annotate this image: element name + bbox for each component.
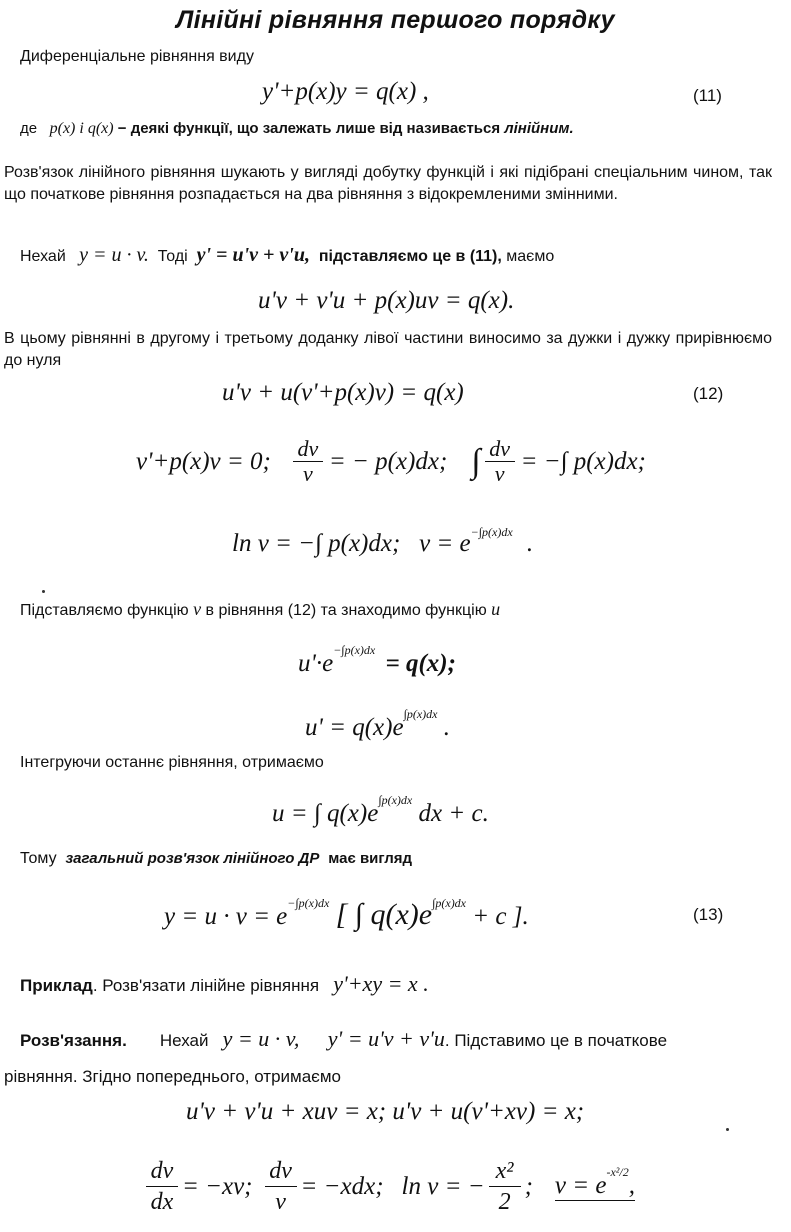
equation-u [272, 792, 489, 828]
u1-part-a: u'·e [298, 650, 334, 677]
equation-13 [164, 895, 529, 932]
ex2-part-f: , [628, 1172, 635, 1199]
fraction-x2-2 [489, 1156, 521, 1217]
u3-exponent: ∫p(x)dx [378, 792, 413, 807]
let-subst: підставляємо це в (11), [318, 248, 502, 265]
fraction-denominator: v [265, 1186, 297, 1217]
ex2-part-c: ln v = − [401, 1172, 485, 1200]
subst-text: Підставляємо функцію [20, 602, 189, 619]
equation-number-11: (11) [693, 86, 722, 105]
page-title: Лінійні рівняння першого порядку [176, 6, 615, 34]
where-term: лінійним. [504, 120, 574, 137]
let-todi: Тоді [157, 248, 188, 265]
fraction-numerator: dv [269, 1158, 292, 1184]
let-formula-1: y = u · v. [79, 244, 149, 266]
let-nehay: Нехай [20, 248, 66, 265]
general-tail: має вигляд [328, 850, 413, 867]
eq13-part-a: y = u · v = e [164, 903, 288, 930]
solution-formula-2: y' = u'v + v'u [327, 1026, 445, 1051]
equation-number-13: (13) [693, 905, 724, 924]
equation-separation [136, 437, 646, 486]
sep-part-a: v'+p(x)v = 0; [136, 447, 271, 475]
fraction-denominator: v [293, 461, 323, 486]
eq13-exponent-2: ∫p(x)dx [432, 895, 467, 910]
sep-part-c: = −∫ p(x)dx; [520, 447, 646, 475]
solution-line [20, 1028, 667, 1052]
fraction-denominator: 2 [489, 1186, 521, 1217]
ex2-exponent: -x²/2 [606, 1164, 629, 1179]
general-term: загальний розв'язок лінійного ДР [65, 850, 320, 867]
integral-sign: ∫ [471, 442, 481, 480]
fraction-dv-v-2 [485, 437, 515, 486]
print-speck [42, 590, 45, 593]
solution-tail: . Підставимо це в початкове [444, 1031, 668, 1050]
ln-part-b: v = e [419, 530, 471, 557]
equation-example-1: u'v + v'u + xuv = x; u'v + u(v'+xv) = x; [186, 1098, 585, 1125]
subst-mid: в рівняння (12) та знаходимо функцію [205, 602, 487, 619]
ex2-underlined [554, 1164, 635, 1201]
paragraph-integrating: Інтегруючи останнє рівняння, отримаємо [20, 754, 324, 771]
equation-12: u'v + u(v'+p(x)v) = q(x) [222, 379, 464, 406]
u3-part-b: dx + c. [418, 800, 489, 827]
example-text: . Розв'язати лінійне рівняння [92, 976, 320, 995]
ln-exponent: −∫p(x)dx [470, 524, 513, 539]
paragraph-general [20, 848, 412, 870]
where-prefix: де [20, 120, 38, 137]
ex2-part-b: = −xdx; [300, 1172, 384, 1200]
fraction-numerator: dv [489, 436, 510, 461]
fraction-dv-v-1 [293, 437, 323, 486]
example-label: Приклад [20, 976, 93, 995]
solution-label: Розв'язання. [20, 1031, 127, 1050]
equation-substituted: u'v + v'u + p(x)uv = q(x). [258, 287, 515, 314]
equation-u-prime-1 [298, 642, 456, 678]
paragraph-solution: Розв'язок лінійного рівняння шукають у вигляді добутку функцій і які підібрані спеціальним чином, так що початкове рівняння розпадається на два рівняння з відокремленими змінними. [4, 164, 772, 203]
paragraph-substitute-v [20, 598, 500, 622]
sep-part-b: = − p(x)dx; [328, 447, 448, 475]
fraction-denominator: v [485, 461, 515, 486]
ln-part-a: ln v = −∫ p(x)dx; [232, 530, 401, 557]
solution-formula-1: y = u · v, [222, 1026, 300, 1051]
equation-number-12: (12) [693, 384, 724, 403]
u1-part-b: = q(x); [385, 650, 456, 677]
u2-exponent: ∫p(x)dx [403, 706, 438, 721]
fraction-dv-v [265, 1156, 297, 1217]
eq13-part-c: + c ]. [472, 903, 529, 930]
paragraph-brackets: В цьому рівнянні в другому і третьому доданку лівої частини виносимо за дужки і дужку прирівнюємо до нуля [4, 330, 772, 369]
ex2-part-e: v = e [554, 1172, 607, 1199]
equation-ln-v [232, 524, 534, 558]
ex2-part-d: ; [524, 1172, 533, 1200]
u2-part-a: u' = q(x)e [305, 714, 404, 741]
let-tail: маємо [506, 248, 555, 265]
where-tail: називається [406, 120, 501, 137]
example-line [20, 973, 429, 997]
let-line [20, 244, 554, 268]
subst-u: u [491, 599, 501, 619]
fraction-numerator: x² [495, 1158, 514, 1184]
where-funcs: p(x) і q(x) [49, 120, 114, 137]
equation-example-2 [146, 1156, 635, 1217]
where-line [20, 118, 574, 140]
example-formula: y'+xy = x . [333, 971, 429, 996]
let-formula-2: y' = u'v + v'u, [196, 244, 310, 266]
equation-11: y'+p(x)y = q(x) , [262, 78, 429, 105]
u1-exponent: −∫p(x)dx [333, 642, 376, 657]
solution-line-2: рівняння. Згідно попереднього, отримаємо [4, 1067, 341, 1086]
fraction-numerator: dv [150, 1158, 174, 1184]
intro-text: Диференціальне рівняння виду [20, 48, 254, 65]
general-tomu: Тому [20, 850, 57, 867]
ln-dot: . [526, 530, 534, 557]
fraction-denominator: dx [146, 1186, 178, 1217]
subst-v: v [193, 599, 202, 619]
print-speck [726, 1128, 729, 1131]
where-mid: − деякі функції, що залежать лише від [117, 120, 403, 137]
equation-u-prime-2 [305, 706, 450, 742]
fraction-dv-dx [146, 1156, 178, 1217]
u3-part-a: u = ∫ q(x)e [272, 800, 379, 827]
ex2-part-a: = −xv; [182, 1172, 253, 1200]
eq13-part-b: [ ∫ q(x)e [335, 898, 433, 931]
eq13-exponent-1: −∫p(x)dx [287, 895, 330, 910]
fraction-numerator: dv [297, 436, 319, 461]
solution-nehay: Нехай [159, 1031, 209, 1050]
u2-dot: . [443, 714, 450, 741]
